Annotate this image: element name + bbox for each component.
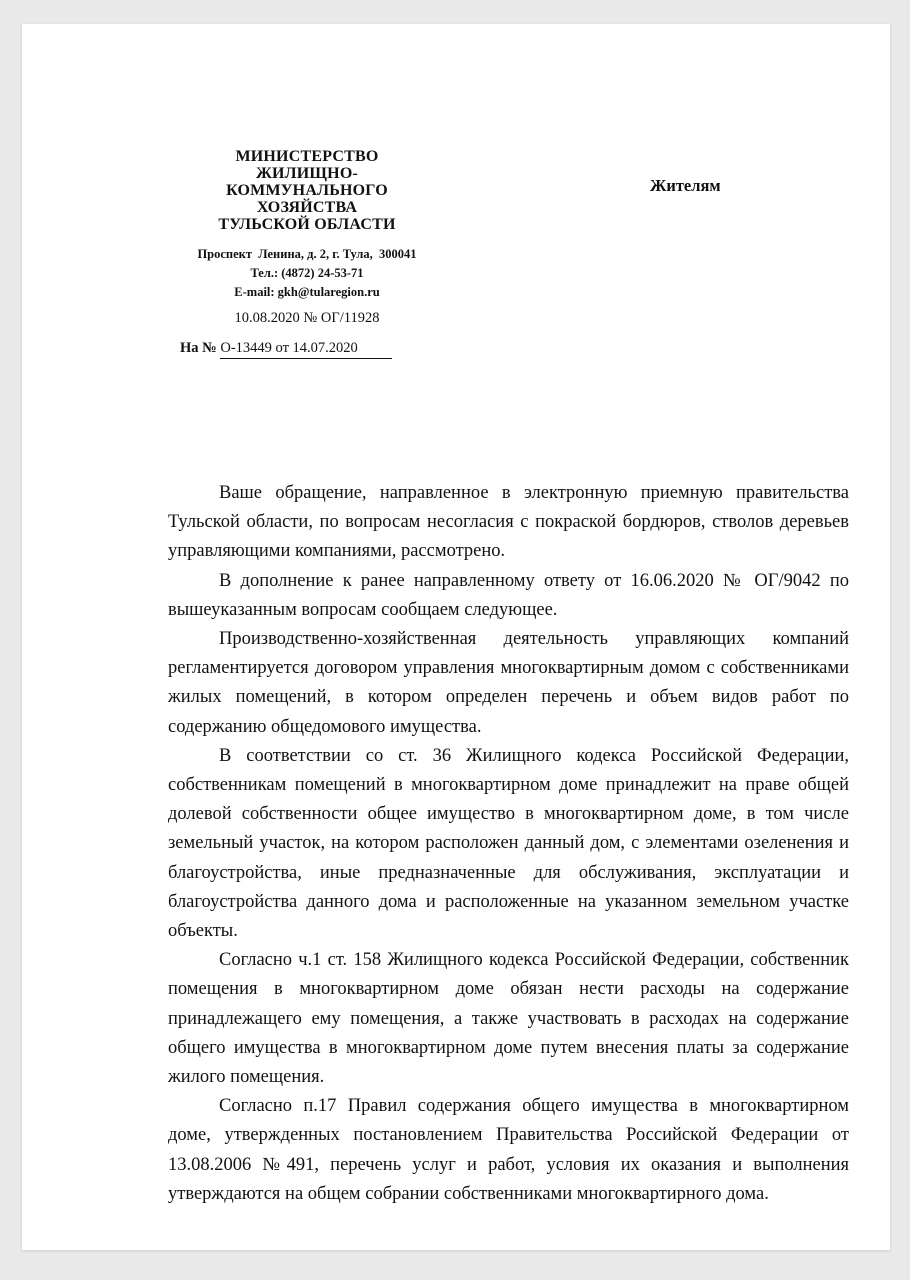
body-paragraph: Ваше обращение, направленное в электронную приемную правительства Тульской области, по вопросам несогласия с покраской бордюров, стволов деревьев управляющими компаниями, рассмотрено.	[168, 483, 849, 562]
contact-block	[172, 245, 442, 302]
letterhead	[172, 148, 442, 302]
ministry-name-line: ЖИЛИЩНО-	[255, 165, 359, 182]
ministry-name-line: ТУЛЬСКОЙ ОБЛАСТИ	[218, 216, 396, 233]
ministry-name	[172, 148, 442, 233]
outgoing-date-number: 10.08.2020 № ОГ/11928	[234, 310, 380, 326]
incoming-reference	[180, 340, 392, 359]
ministry-name-line: КОММУНАЛЬНОГО	[226, 182, 388, 199]
ministry-name-line: МИНИСТЕРСТВО	[235, 148, 379, 165]
ministry-phone: Тел.: (4872) 24-53-71	[250, 266, 364, 280]
body-paragraph: В дополнение к ранее направленному ответу от 16.06.2020 № ОГ/9042 по вышеуказанным вопросам сообщаем следующее.	[168, 570, 849, 620]
letter-body	[168, 479, 849, 1209]
reference-label: На №	[180, 340, 217, 356]
body-paragraph: В соответствии со ст. 36 Жилищного кодекса Российской Федерации, собственникам помещений в многоквартирном доме принадлежит на праве общей долевой собственности общее имущество в многоквартирном доме, в том числе земельный участок, на котором расположен данный дом, с элементами озеленения и благоустройства, иные предназначенные для обслуживания, эксплуатации и благоустройства данного дома и расположенные на указанном земельном участке объекты.	[168, 745, 849, 942]
addressee: Жителям	[650, 176, 721, 195]
ministry-address: Проспект Ленина, д. 2, г. Тула, 300041	[197, 247, 417, 261]
document-page	[22, 24, 890, 1250]
body-paragraph: Согласно ч.1 ст. 158 Жилищного кодекса Российской Федерации, собственник помещения в многоквартирном доме обязан нести расходы на содержание принадлежащего ему помещения, а также участвовать в расходах на содержание общего имущества в многоквартирном доме путем внесения платы за содержание жилого помещения.	[168, 950, 849, 1088]
ministry-name-line: ХОЗЯЙСТВА	[256, 199, 358, 216]
ministry-email: E-mail: gkh@tularegion.ru	[234, 285, 380, 299]
body-paragraph: Производственно-хозяйственная деятельность управляющих компаний регламентируется договором управления многоквартирным домом с собственниками жилых помещений, в котором определен перечень и объем видов работ по содержанию общедомового имущества.	[168, 629, 849, 737]
body-paragraph: Согласно п.17 Правил содержания общего имущества в многоквартирном доме, утвержденных постановлением Правительства Российской Федерации от 13.08.2006 №491, перечень услуг и работ, условия их оказания и выполнения утверждаются на общем собрании собственниками многоквартирного дома.	[168, 1096, 849, 1204]
reference-value: О-13449 от 14.07.2020	[220, 340, 392, 359]
